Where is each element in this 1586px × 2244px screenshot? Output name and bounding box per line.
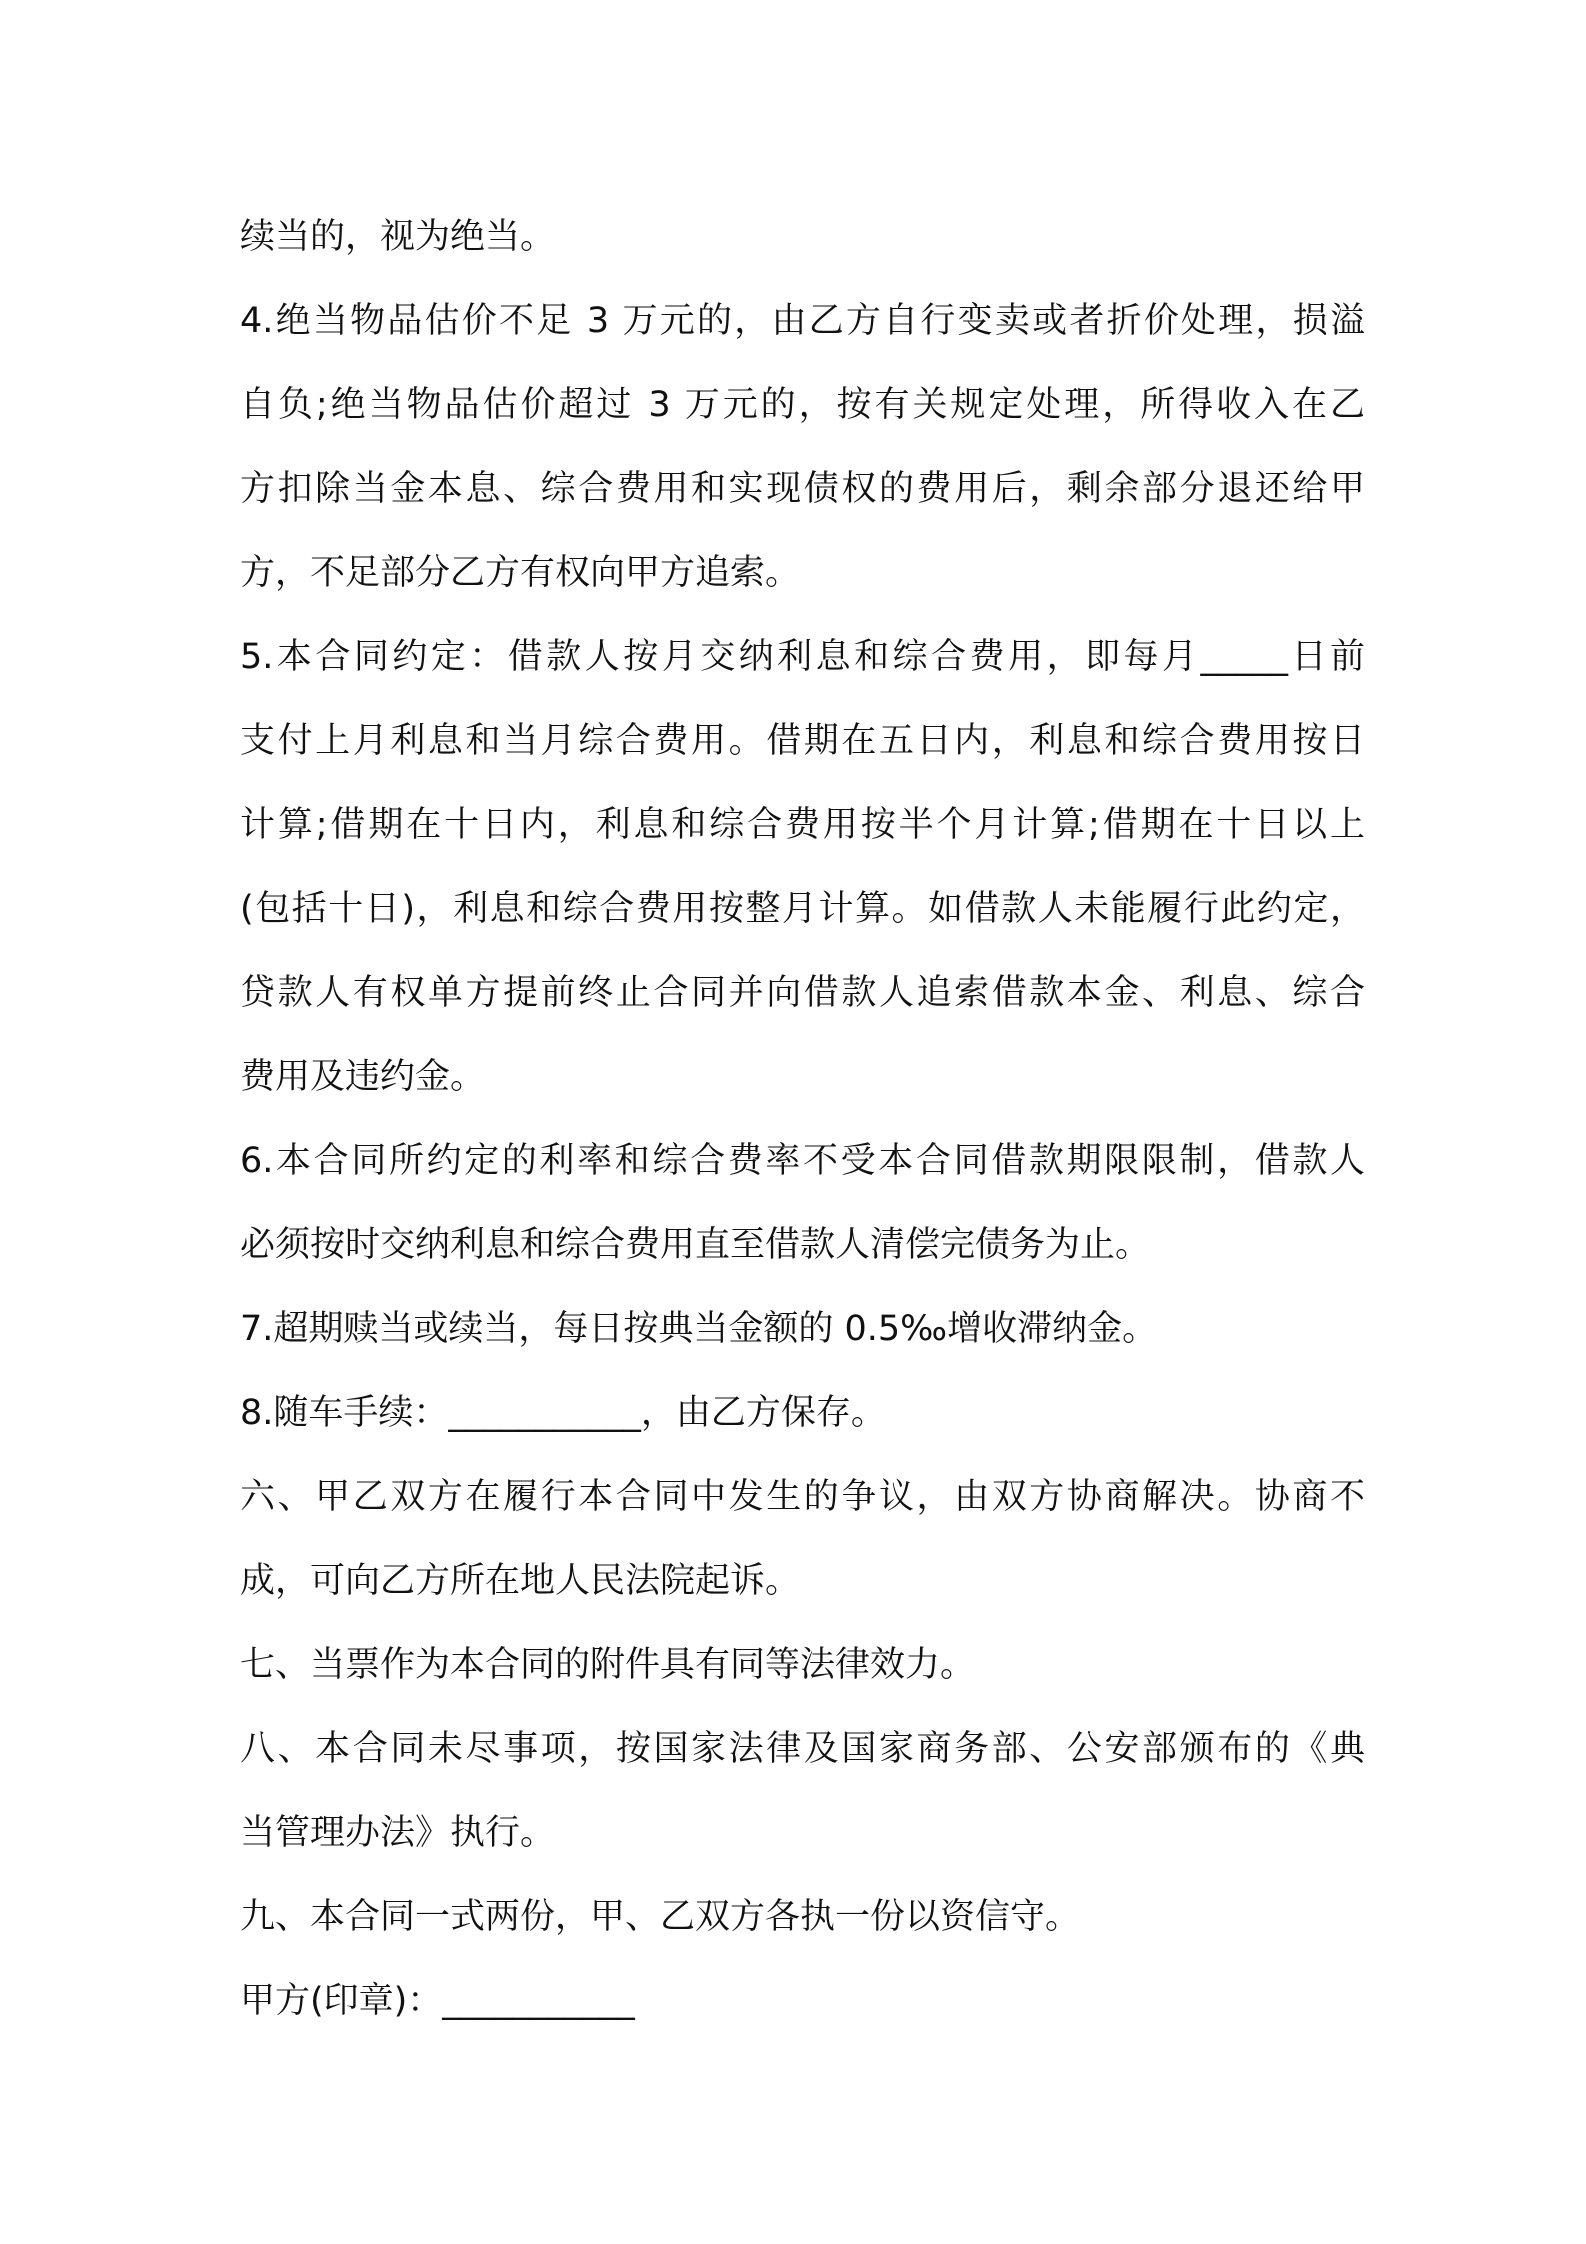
text-line-17: 成，可向乙方所在地人民法院起诉。 bbox=[240, 1561, 801, 1601]
text-line-4: 方扣除当金本息、综合费用和实现债权的费用后，剩余部分退还给甲 bbox=[240, 469, 1365, 509]
text-line-15: 8.随车手续：___________，由乙方保存。 bbox=[240, 1393, 886, 1433]
text-line-19: 八、本合同未尽事项，按国家法律及国家商务部、公安部颁布的《典 bbox=[240, 1729, 1365, 1769]
text-line-11: 费用及违约金。 bbox=[240, 1057, 486, 1097]
text-line-13: 必须按时交纳利息和综合费用直至借款人清偿完债务为止。 bbox=[240, 1225, 1151, 1265]
text-line-18: 七、当票作为本合同的附件具有同等法律效力。 bbox=[240, 1645, 976, 1685]
text-line-5: 方，不足部分乙方有权向甲方追索。 bbox=[240, 553, 801, 593]
document-body bbox=[240, 195, 1365, 2043]
text-line-6: 5.本合同约定：借款人按月交纳利息和综合费用，即每月_____日前 bbox=[240, 637, 1365, 677]
text-line-9: (包括十日)，利息和综合费用按整月计算。如借款人未能履行此约定， bbox=[240, 889, 1365, 929]
text-line-10: 贷款人有权单方提前终止合同并向借款人追索借款本金、利息、综合 bbox=[240, 973, 1365, 1013]
text-line-21: 九、本合同一式两份，甲、乙双方各执一份以资信守。 bbox=[240, 1897, 1081, 1937]
text-line-8: 计算;借期在十日内，利息和综合费用按半个月计算;借期在十日以上 bbox=[240, 805, 1365, 845]
signature-line: 甲方(印章)：___________ bbox=[240, 1981, 635, 2021]
text-line-3: 自负;绝当物品估价超过 3 万元的，按有关规定处理，所得收入在乙 bbox=[240, 385, 1365, 425]
text-line-16: 六、甲乙双方在履行本合同中发生的争议，由双方协商解决。协商不 bbox=[240, 1477, 1365, 1517]
text-line-1: 续当的，视为绝当。 bbox=[240, 217, 556, 257]
text-line-14: 7.超期赎当或续当，每日按典当金额的 0.5‰增收滞纳金。 bbox=[240, 1309, 1158, 1349]
text-line-20: 当管理办法》执行。 bbox=[240, 1813, 556, 1853]
text-line-7: 支付上月利息和当月综合费用。借期在五日内，利息和综合费用按日 bbox=[240, 721, 1365, 761]
text-line-12: 6.本合同所约定的利率和综合费率不受本合同借款期限限制，借款人 bbox=[240, 1141, 1365, 1181]
text-line-2: 4.绝当物品估价不足 3 万元的，由乙方自行变卖或者折价处理，损溢 bbox=[240, 301, 1365, 341]
